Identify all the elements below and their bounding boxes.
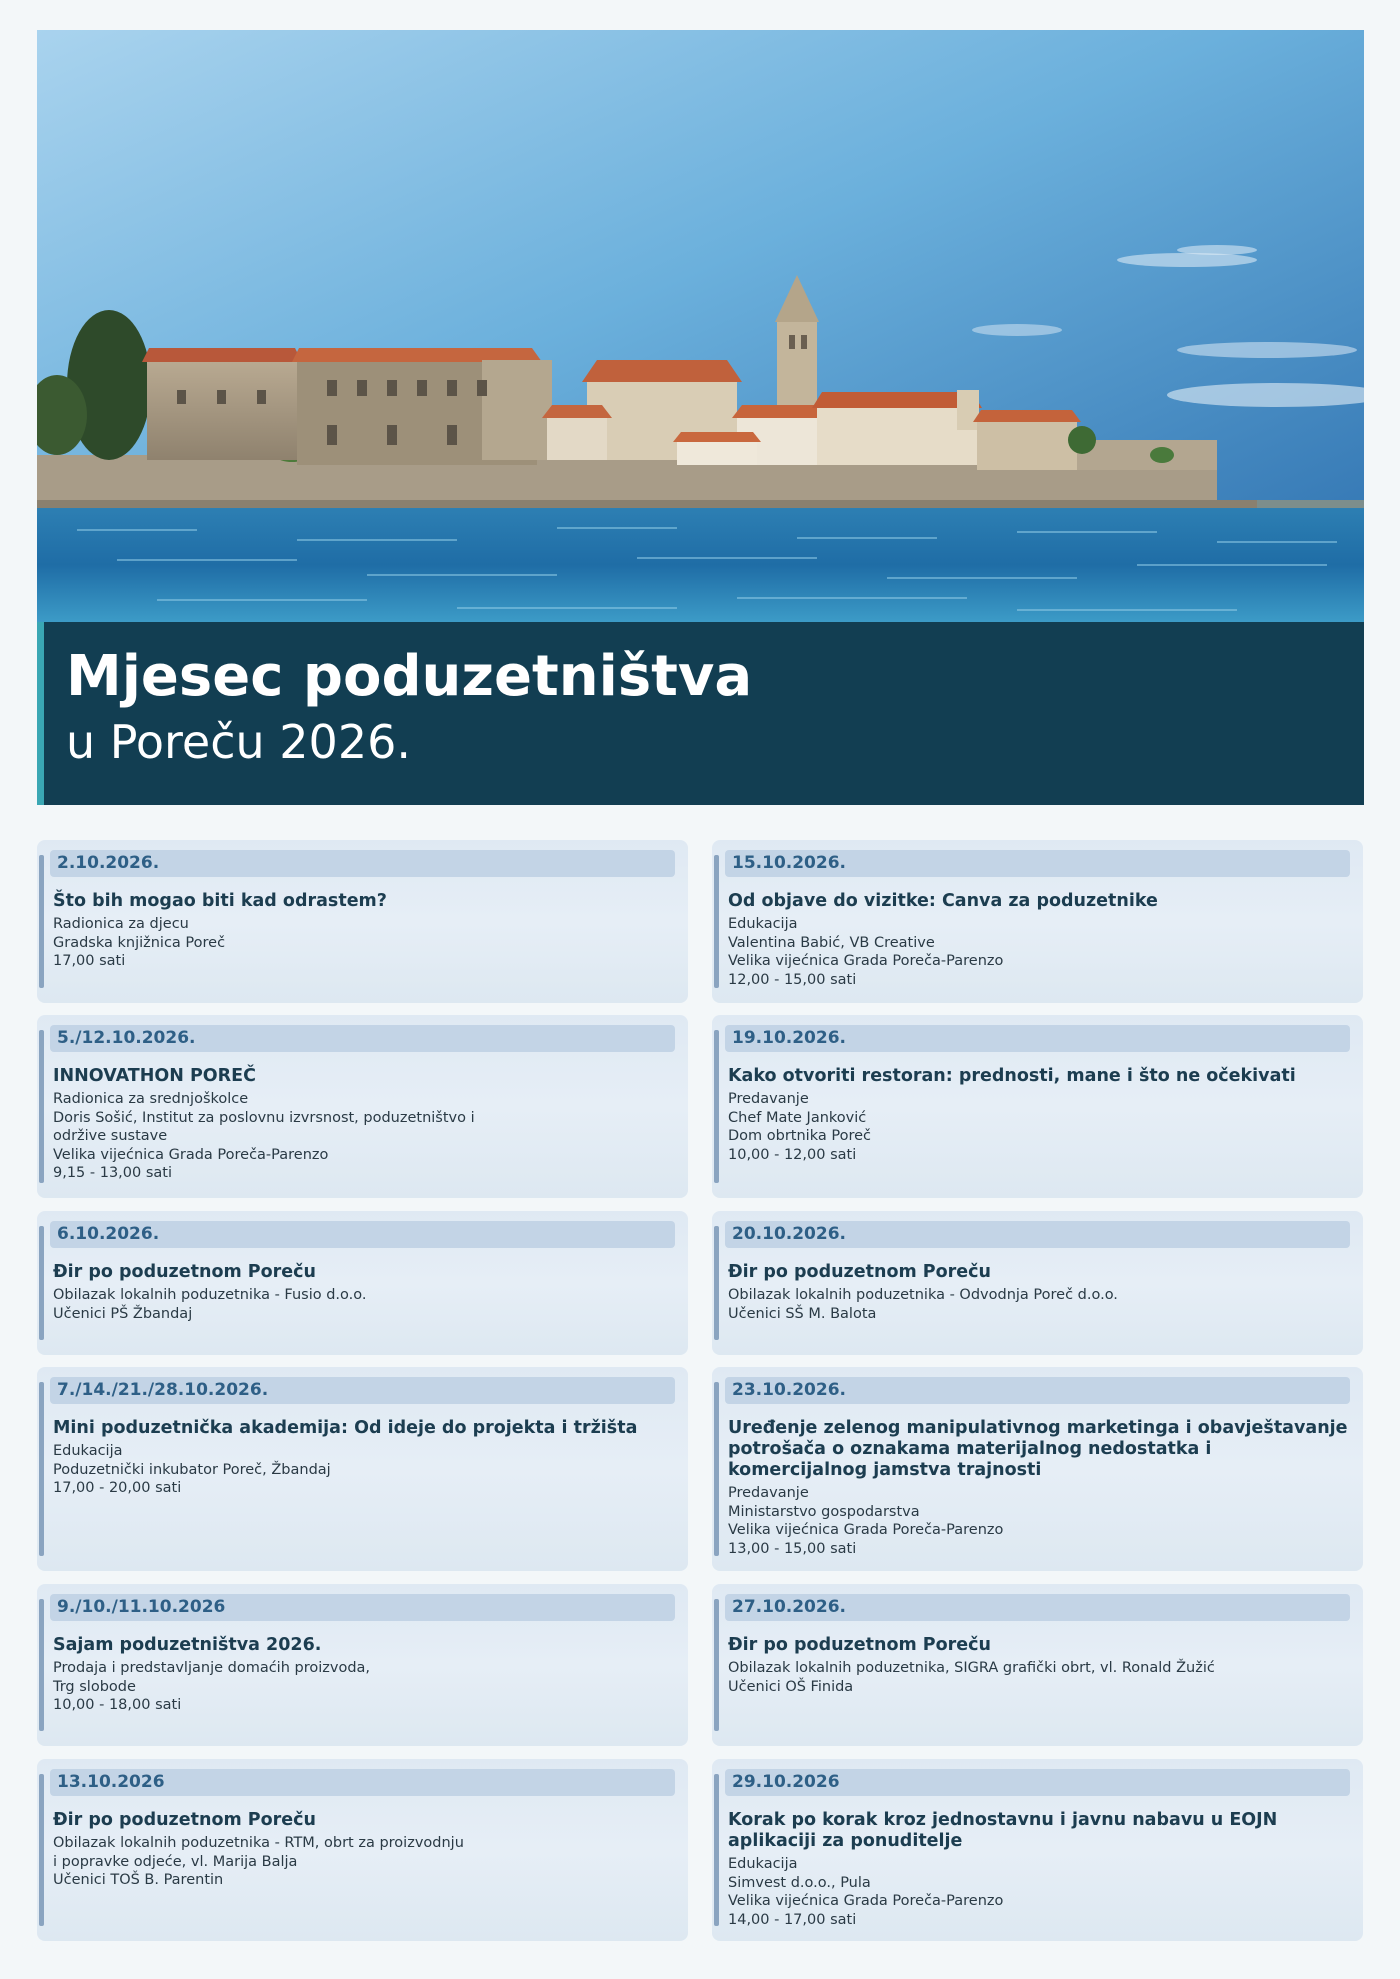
event-detail: Gradska knjižnica Poreč — [53, 934, 226, 951]
title-banner — [37, 622, 1364, 805]
event-detail: Velika vijećnica Grada Poreča-Parenzo — [728, 1893, 1004, 1910]
event-detail: Trg slobode — [53, 1678, 136, 1695]
event-card — [712, 1584, 1363, 1746]
event-date: 7./14./21./28.10.2026. — [50, 1377, 675, 1404]
event-detail: Valentina Babić, VB Creative — [728, 934, 935, 951]
event-detail: 17,00 - 20,00 sati — [53, 1480, 182, 1497]
event-detail: Doris Sošić, Institut za poslovnu izvrsnost, poduzetništvo i — [53, 1109, 475, 1126]
accent-bar — [714, 1226, 719, 1340]
accent-bar — [714, 855, 719, 988]
event-card — [37, 1015, 688, 1198]
event-title: Što bih mogao biti kad odrastem? — [53, 891, 387, 911]
accent-bar — [39, 1382, 44, 1556]
accent-bar — [39, 855, 44, 988]
event-date: 29.10.2026 — [725, 1769, 1350, 1796]
event-card — [712, 1015, 1363, 1198]
event-detail: Obilazak lokalnih poduzetnika - Odvodnja Poreč d.o.o. — [728, 1287, 1118, 1303]
event-card — [37, 1759, 688, 1941]
event-title: Đir po poduzetnom Poreču — [53, 1262, 316, 1282]
event-detail: 10,00 - 18,00 sati — [53, 1697, 182, 1714]
event-detail: Edukacija — [728, 916, 798, 932]
accent-bar — [714, 1382, 719, 1556]
event-card — [37, 1367, 688, 1571]
event-detail: Učenici PŠ Žbandaj — [53, 1305, 193, 1322]
event-date: 27.10.2026. — [725, 1594, 1350, 1621]
event-detail: 17,00 sati — [53, 953, 126, 970]
accent-bar — [714, 1774, 719, 1926]
event-detail: Chef Mate Janković — [728, 1109, 867, 1126]
event-title: Korak po korak kroz jednostavnu i javnu nabavu u EOJN aplikaciji za ponuditelje — [728, 1810, 1278, 1851]
accent-bar — [39, 1226, 44, 1340]
event-date: 20.10.2026. — [725, 1221, 1350, 1248]
event-title: Mini poduzetnička akademija: Od ideje do projekta i tržišta — [53, 1418, 638, 1438]
event-detail: Velika vijećnica Grada Poreča-Parenzo — [53, 1146, 329, 1163]
event-detail: Učenici OŠ Finida — [728, 1678, 854, 1695]
event-detail: Učenici TOŠ B. Parentin — [53, 1872, 224, 1889]
event-title: Đir po poduzetnom Poreču — [728, 1262, 991, 1282]
event-detail: Simvest d.o.o., Pula — [728, 1874, 871, 1891]
event-detail: Velika vijećnica Grada Poreča-Parenzo — [728, 953, 1004, 970]
event-date: 15.10.2026. — [725, 850, 1350, 877]
event-date: 23.10.2026. — [725, 1377, 1350, 1404]
event-card — [712, 1367, 1363, 1571]
event-detail: i popravke odjeće, vl. Marija Balja — [53, 1853, 298, 1870]
event-title: INNOVATHON POREČ — [53, 1066, 256, 1086]
hero-photo — [37, 30, 1364, 622]
accent-bar — [39, 1599, 44, 1731]
event-detail: održive sustave — [53, 1128, 168, 1145]
accent-bar — [39, 1030, 44, 1183]
event-date: 6.10.2026. — [50, 1221, 675, 1248]
event-card — [37, 840, 688, 1003]
event-title: Kako otvoriti restoran: prednosti, mane i što ne očekivati — [728, 1066, 1296, 1086]
event-date: 2.10.2026. — [50, 850, 675, 877]
event-detail: Obilazak lokalnih poduzetnika, SIGRA grafički obrt, vl. Ronald Žužić — [728, 1660, 1215, 1676]
page-title: Mjesec poduzetništva — [66, 644, 753, 709]
event-title: Đir po poduzetnom Poreču — [53, 1810, 316, 1830]
event-date: 19.10.2026. — [725, 1025, 1350, 1052]
event-detail: 10,00 - 12,00 sati — [728, 1146, 857, 1163]
event-detail: Predavanje — [728, 1485, 809, 1501]
event-card — [37, 1584, 688, 1746]
event-detail: 13,00 - 15,00 sati — [728, 1540, 857, 1557]
event-detail: Radionica za srednjoškolce — [53, 1091, 249, 1107]
event-detail: Edukacija — [728, 1856, 798, 1872]
event-title: Đir po poduzetnom Poreču — [728, 1635, 991, 1655]
event-date: 5./12.10.2026. — [50, 1025, 675, 1052]
page-subtitle: u Poreču 2026. — [66, 715, 411, 769]
event-detail: Obilazak lokalnih poduzetnika - RTM, obrt za proizvodnju — [53, 1835, 464, 1851]
event-detail: Dom obrtnika Poreč — [728, 1128, 871, 1145]
event-card — [712, 840, 1363, 1003]
event-detail: Ministarstvo gospodarstva — [728, 1503, 920, 1520]
event-card — [712, 1759, 1363, 1941]
event-title: Uređenje zelenog manipulativnog marketinga i obavještavanje potrošača o oznakama materijalnog nedostatka i komercijalnog jamstva trajnosti — [728, 1418, 1348, 1480]
event-detail: 9,15 - 13,00 sati — [53, 1165, 173, 1182]
event-title: Sajam poduzetništva 2026. — [53, 1635, 322, 1655]
accent-bar — [714, 1599, 719, 1731]
event-detail: Učenici SŠ M. Balota — [728, 1305, 877, 1322]
event-detail: Edukacija — [53, 1443, 123, 1459]
accent-bar — [39, 1774, 44, 1926]
porec-waterfront-illustration — [37, 30, 1364, 622]
event-title: Od objave do vizitke: Canva za poduzetnike — [728, 891, 1158, 911]
event-date: 9./10./11.10.2026 — [50, 1594, 675, 1621]
event-detail: Poduzetnički inkubator Poreč, Žbandaj — [53, 1461, 331, 1478]
event-date: 13.10.2026 — [50, 1769, 675, 1796]
event-detail: Predavanje — [728, 1091, 809, 1107]
event-detail: Velika vijećnica Grada Poreča-Parenzo — [728, 1522, 1004, 1539]
event-detail: 14,00 - 17,00 sati — [728, 1911, 857, 1928]
event-detail: Prodaja i predstavljanje domaćih proizvoda, — [53, 1660, 371, 1676]
event-detail: Obilazak lokalnih poduzetnika - Fusio d.o.o. — [53, 1287, 367, 1303]
event-detail: 12,00 - 15,00 sati — [728, 971, 857, 988]
event-card — [712, 1211, 1363, 1355]
accent-bar — [714, 1030, 719, 1183]
event-card — [37, 1211, 688, 1355]
event-detail: Radionica za djecu — [53, 916, 189, 932]
